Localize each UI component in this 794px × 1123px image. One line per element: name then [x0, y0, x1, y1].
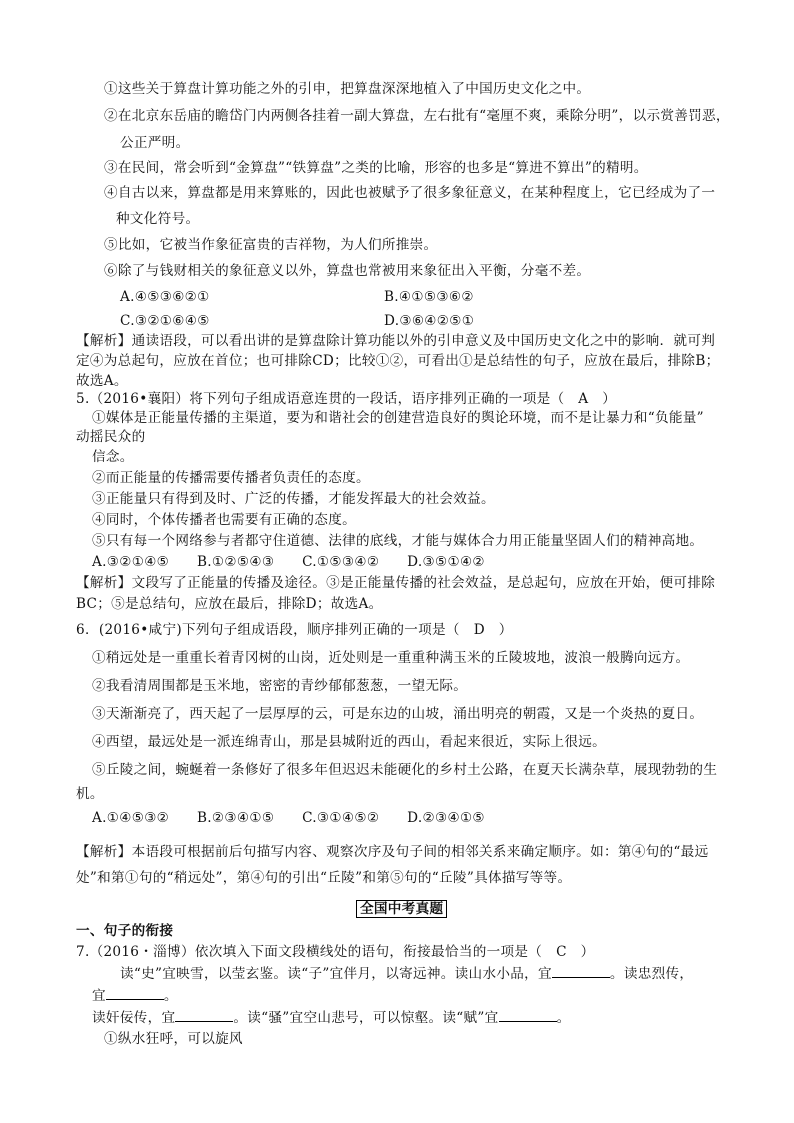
q5-sentence-1: ①媒体是正能量传播的主渠道，要为和谐社会的创建营造良好的舆论环境，而不是让暴力和“负能量” [92, 410, 704, 426]
section-title-box [356, 899, 447, 919]
q7-text-1a: 读“史”宜映雪，以莹玄鉴。读“子”宜伴月，以寄远神。读山水小品，宜 [120, 966, 552, 982]
q5-stem: 5.（2016•襄阳）将下列句子组成语意连贯的一段话，语序排列正确的一项是（ A ） [76, 391, 617, 407]
q5-analysis-line-2: BC；⑤是总结句，应放在最后，排除D；故选A。 [76, 596, 383, 612]
q5-options: A.③②①④⑤ B.①②⑤④③ C.①⑤③④② D.③⑤①④② [92, 554, 485, 570]
q5-sentence-2: ②而正能量的传播需要传播者负责任的态度。 [92, 470, 370, 486]
q5-sentence-4: ④同时，个体传播者也需要有正确的态度。 [92, 512, 356, 528]
q7-text-3a: 读奸佞传，宜 [92, 1010, 176, 1026]
q7-blank-1 [552, 963, 610, 978]
q7-blank-3 [175, 1007, 233, 1022]
q7-blank-4 [499, 1007, 557, 1022]
q4-sentence-4: ④自古以来，算盘都是用来算账的，因此也被赋予了很多象征意义，在某种程度上，它已经成为了一 [104, 185, 716, 201]
q4-analysis-line-1: 【解析】通读语段，可以看出讲的是算盘除计算功能以外的引申意义及中国历史文化之中的影响．就可判 [76, 333, 716, 349]
q5-sentence-3: ③正能量只有得到及时、广泛的传播，才能发挥最大的社会效益。 [92, 491, 495, 507]
q4-analysis-line-2: 定④为总起句，应放在首位；也可排除CD；比较①②，可看出①是总结性的句子，应放在最后，排除B； [76, 353, 720, 369]
q7-paragraph-line-2 [92, 985, 178, 1006]
q7-sentence-1: ①纵水狂呼，可以旋风 [104, 1031, 243, 1047]
q6-sentence-4: ④西望，最远处是一派连绵青山，那是县城附近的西山，看起来很近，实际上很远。 [92, 734, 607, 750]
q6-sentence-3: ③天渐渐亮了，西天起了一层厚厚的云，可是东边的山坡，涌出明亮的朝霞，又是一个炎热的夏日。 [92, 706, 704, 722]
q6-analysis-line-1: 【解析】本语段可根据前后句描写内容、观察次序及句子间的相邻关系来确定顺序。如：第④句的“最远 [76, 844, 709, 860]
section-heading: 一、句子的衔接 [76, 923, 174, 939]
q7-stem: 7.（2016・淄博）依次填入下面文段横线处的语句，衔接最恰当的一项是（ C ） [76, 944, 595, 960]
q4-sentence-5: ⑤比如，它被当作象征富贵的吉祥物，为人们所推崇。 [104, 237, 438, 253]
q4-sentence-1: ①这些关于算盘计算功能之外的引申，把算盘深深地植入了中国历史文化之中。 [104, 81, 591, 97]
q6-sentence-5: ⑤丘陵之间，蜿蜒着一条修好了很多年但迟迟未能硬化的乡村土公路，在夏天长满杂草，展现勃勃的生 [92, 762, 718, 778]
q5-sentence-1-cont: 动摇民众的 [76, 429, 146, 445]
q4-sentence-2: ②在北京东岳庙的瞻岱门内两侧各挂着一副大算盘，左右批有“毫厘不爽，乘除分明”，以示赏善罚恶， [104, 108, 730, 124]
q4-option-c: C.③②①⑥④⑤ [120, 313, 210, 329]
q5-sentence-5: ⑤只有每一个网络参与者都守住道德、法律的底线，才能与媒体合力用正能量坚固人们的精神高地。 [92, 533, 704, 549]
q6-sentence-5-cont: 机。 [76, 786, 104, 802]
q6-sentence-2: ②我看清周围都是玉米地，密密的青纱郁郁葱葱，一望无际。 [92, 678, 468, 694]
q4-option-b: B.④①⑤③⑥② [384, 289, 474, 305]
q7-paragraph-line-1 [120, 963, 693, 984]
q6-options: A.①④⑤③② B.②③④①⑤ C.③①④⑤② D.②③④①⑤ [92, 810, 485, 826]
q7-paragraph-line-3 [92, 1007, 570, 1028]
q6-analysis-line-2: 处”和第①句的“稍远处”，第④句的引出“丘陵”和第⑤句的“丘陵”具体描写等等。 [76, 870, 572, 886]
q4-option-d: D.③⑥④②⑤① [384, 313, 475, 329]
q4-sentence-2-cont: 公正严明。 [120, 135, 190, 151]
q7-text-2b: 。 [163, 988, 178, 1004]
q4-analysis-line-3: 故选A。 [76, 373, 128, 389]
section-title: 全国中考真题 [356, 900, 447, 918]
q6-stem: 6．(2016•咸宁)下列句子组成语段，顺序排列正确的一项是（ D ） [76, 622, 513, 638]
q4-option-a: A.④⑤③⑥②① [120, 289, 210, 305]
q7-text-3c: 。 [556, 1010, 571, 1026]
q7-text-1b: 。读忠烈传， [609, 966, 694, 982]
q4-sentence-6: ⑥除了与钱财相关的象征意义以外，算盘也常被用来象征出入平衡，分毫不差。 [104, 263, 591, 279]
q7-blank-2 [106, 985, 164, 1000]
q5-sentence-1-end: 信念。 [92, 449, 134, 465]
q7-text-2a: 宜 [92, 988, 106, 1004]
q4-sentence-3: ③在民间，常会听到“金算盘”“铁算盘”之类的比喻，形容的也多是“算进不算出”的精明。 [104, 160, 648, 176]
q5-analysis-line-1: 【解析】文段写了正能量的传播及途径。③是正能量传播的社会效益，是总起句，应放在开始，便可排除 [76, 575, 716, 591]
q7-text-3b: 。读“骚”宜空山悲号，可以惊壑。读“赋”宜 [233, 1010, 499, 1026]
q6-sentence-1: ①稍远处是一重重长着青冈树的山岗，近处则是一重重种满玉米的丘陵坡地，波浪一般腾向远方。 [92, 650, 690, 666]
q4-sentence-4-cont: 种文化符号。 [116, 211, 200, 227]
